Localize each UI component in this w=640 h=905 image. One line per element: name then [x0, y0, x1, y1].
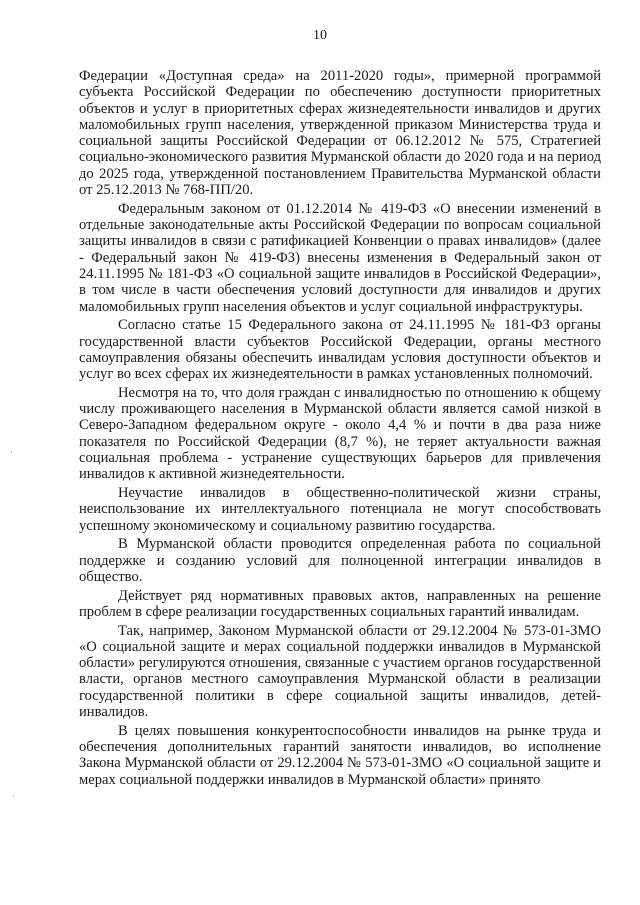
paragraph-federal-law-419: Федеральным законом от 01.12.2014 № 419-ФЗ «О внесении изменений в отдельные законодательные акты Российской Федерации по вопросам социальной защиты инвалидов в связи с ратификацией Конвенции о правах инвалидов» (далее - Федеральный закон № 419-ФЗ) внесены изменения в Федеральный закон от 24.11.1995 № 181-ФЗ «О социальной защите инвалидов в Российской Федерации», в том числе в части обеспечения условий доступности для инвалидов и других маломобильных групп населения объектов и услуг социальной инфраструктуры. [79, 200, 601, 315]
paragraph-employment: В целях повышения конкурентоспособности инвалидов на рынке труда и обеспечения дополнительных гарантий занятости инвалидов, во исполнение Закона Мурманской области от 29.12.2004 № 573-01-ЗМО «О социальной защите и мерах социальной поддержки инвалидов в Мурманской области» принято [79, 722, 601, 788]
document-body [79, 68, 601, 790]
page-number: 10 [313, 28, 327, 43]
paragraph-article-15: Согласно статье 15 Федерального закона от 24.11.1995 № 181-ФЗ органы государственной власти субъектов Российской Федерации, органы местного самоуправления обязаны обеспечить инвалидам условия доступности объектов и услуг во всех сферах их жизнедеятельности в рамках установленных полномочий. [79, 317, 601, 383]
paragraph-disability-share: Несмотря на то, что доля граждан с инвалидностью по отношению к общему числу проживающего населения в Мурманской области является самой низкой в Северо-Западном федеральном округе - около 4,4 % и почти в два раза ниже показателя по Российской Федерации (8,7 %), не теряет актуальности важная социальная проблема - устранение существующих барьеров для привлечения инвалидов к активной жизнедеятельности. [79, 384, 601, 483]
paragraph-non-participation: Неучастие инвалидов в общественно-политической жизни страны, неиспользование их интеллектуального потенциала не могут способствовать успешному экономическому и социальному развитию государства. [79, 484, 601, 534]
paragraph-regional-law: Так, например, Законом Мурманской области от 29.12.2004 № 573-01-ЗМО «О социальной защите и мерах социальной поддержки инвалидов в Мурманской области» регулируются отношения, связанные с участием органов государственной власти, органов местного самоуправления Мурманской области в реализации государственной политики в сфере социальной защиты инвалидов, детей-инвалидов. [79, 622, 601, 721]
scan-mark: · [10, 448, 13, 457]
paragraph-continuation: Федерации «Доступная среда» на 2011-2020 годы», примерной программой субъекта Российской Федерации по обеспечению доступности приоритетных объектов и услуг в приоритетных сферах жизнедеятельности инвалидов и других маломобильных групп населения, утвержденной приказом Министерства труда и социальной защиты Российской Федерации от 06.12.2012 № 575, Стратегией социально-экономического развития Мурманской области до 2020 года и на период до 2025 года, утвержденной постановлением Правительства Мурманской области от 25.12.2013 № 768-ПП/20. [79, 68, 601, 199]
scan-mark: · [12, 792, 15, 801]
paragraph-normative-acts: Действует ряд нормативных правовых актов, направленных на решение проблем в сфере реализации государственных социальных гарантий инвалидам. [79, 587, 601, 620]
paragraph-regional-work: В Мурманской области проводится определенная работа по социальной поддержке и созданию условий для полноценной интеграции инвалидов в общество. [79, 536, 601, 585]
